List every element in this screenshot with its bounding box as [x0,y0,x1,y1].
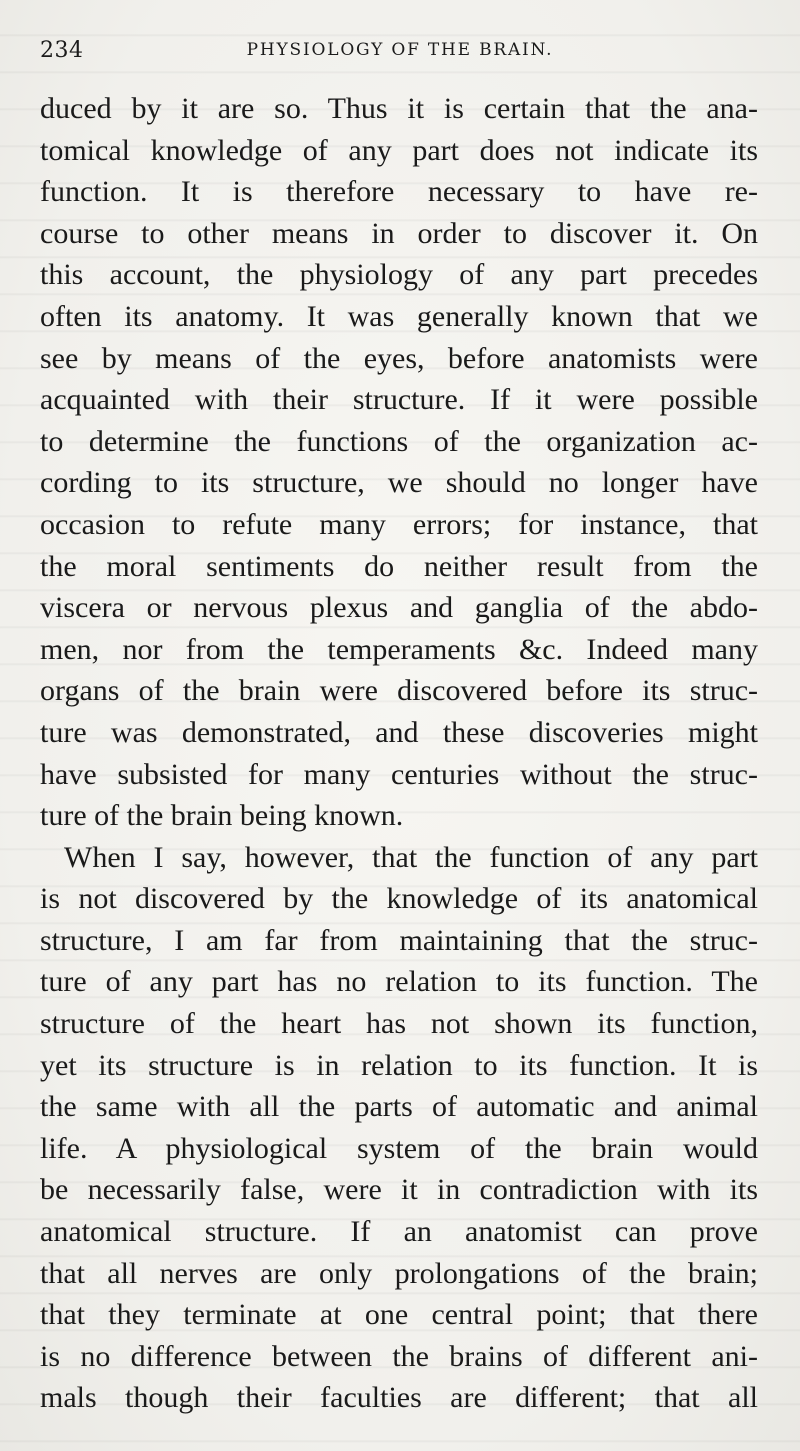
text-line: see by means of the eyes, before anatomists were [40,341,758,375]
text-line: yet its structure is in relation to its function. It is [40,1048,758,1082]
text-line: to determine the functions of the organization ac- [40,424,758,458]
text-line: structure, I am far from maintaining that the struc- [40,923,758,957]
text-line: duced by it are so. Thus it is certain that the ana- [40,92,758,125]
text-line: that they terminate at one central point; that there [40,1298,758,1332]
text-line: organs of the brain were discovered before its struc- [40,674,758,708]
text-line: the moral sentiments do neither result from the [40,549,758,583]
text-line: viscera or nervous plexus and ganglia of the abdo- [40,591,758,625]
text-line: is not discovered by the knowledge of its anatomical [40,882,758,916]
text-line: mals though their faculties are different; that all [40,1381,758,1415]
text-line: tomical knowledge of any part does not indicate its [40,133,758,167]
text-line: When I say, however, that the function of any part [64,840,758,874]
text-line: be necessarily false, were it in contradiction with its [40,1173,758,1207]
text-line: the same with all the parts of automatic and animal [40,1090,758,1124]
text-line: acquainted with their structure. If it were possible [40,383,758,417]
text-line: ture was demonstrated, and these discoveries might [40,715,758,749]
text-line: often its anatomy. It was generally known that we [40,299,758,333]
text-line: cording to its structure, we should no longer have [40,466,758,500]
text-line: function. It is therefore necessary to have re- [40,175,758,209]
text-line: this account, the physiology of any part precedes [40,258,758,292]
page-header [40,38,760,68]
text-line: ture of any part has no relation to its function. The [40,965,758,999]
text-line: life. A physiological system of the brain would [40,1131,758,1165]
text-line: course to other means in order to discover it. On [40,216,758,250]
text-line: is no difference between the brains of different ani- [40,1339,758,1373]
text-line: anatomical structure. If an anatomist can prove [40,1215,758,1249]
text-line: ture of the brain being known. [40,799,404,833]
body-text [40,88,758,1419]
text-line: that all nerves are only prolongations of the brain; [40,1256,758,1290]
page-number: 234 [40,38,84,63]
running-title: PHYSIOLOGY OF THE BRAIN. [246,40,554,60]
text-line: occasion to refute many errors; for instance, that [40,507,758,541]
text-line: structure of the heart has not shown its function, [40,1007,758,1041]
text-line: have subsisted for many centuries without the struc- [40,757,758,791]
text-line: men, nor from the temperaments &c. Indeed many [40,632,758,666]
